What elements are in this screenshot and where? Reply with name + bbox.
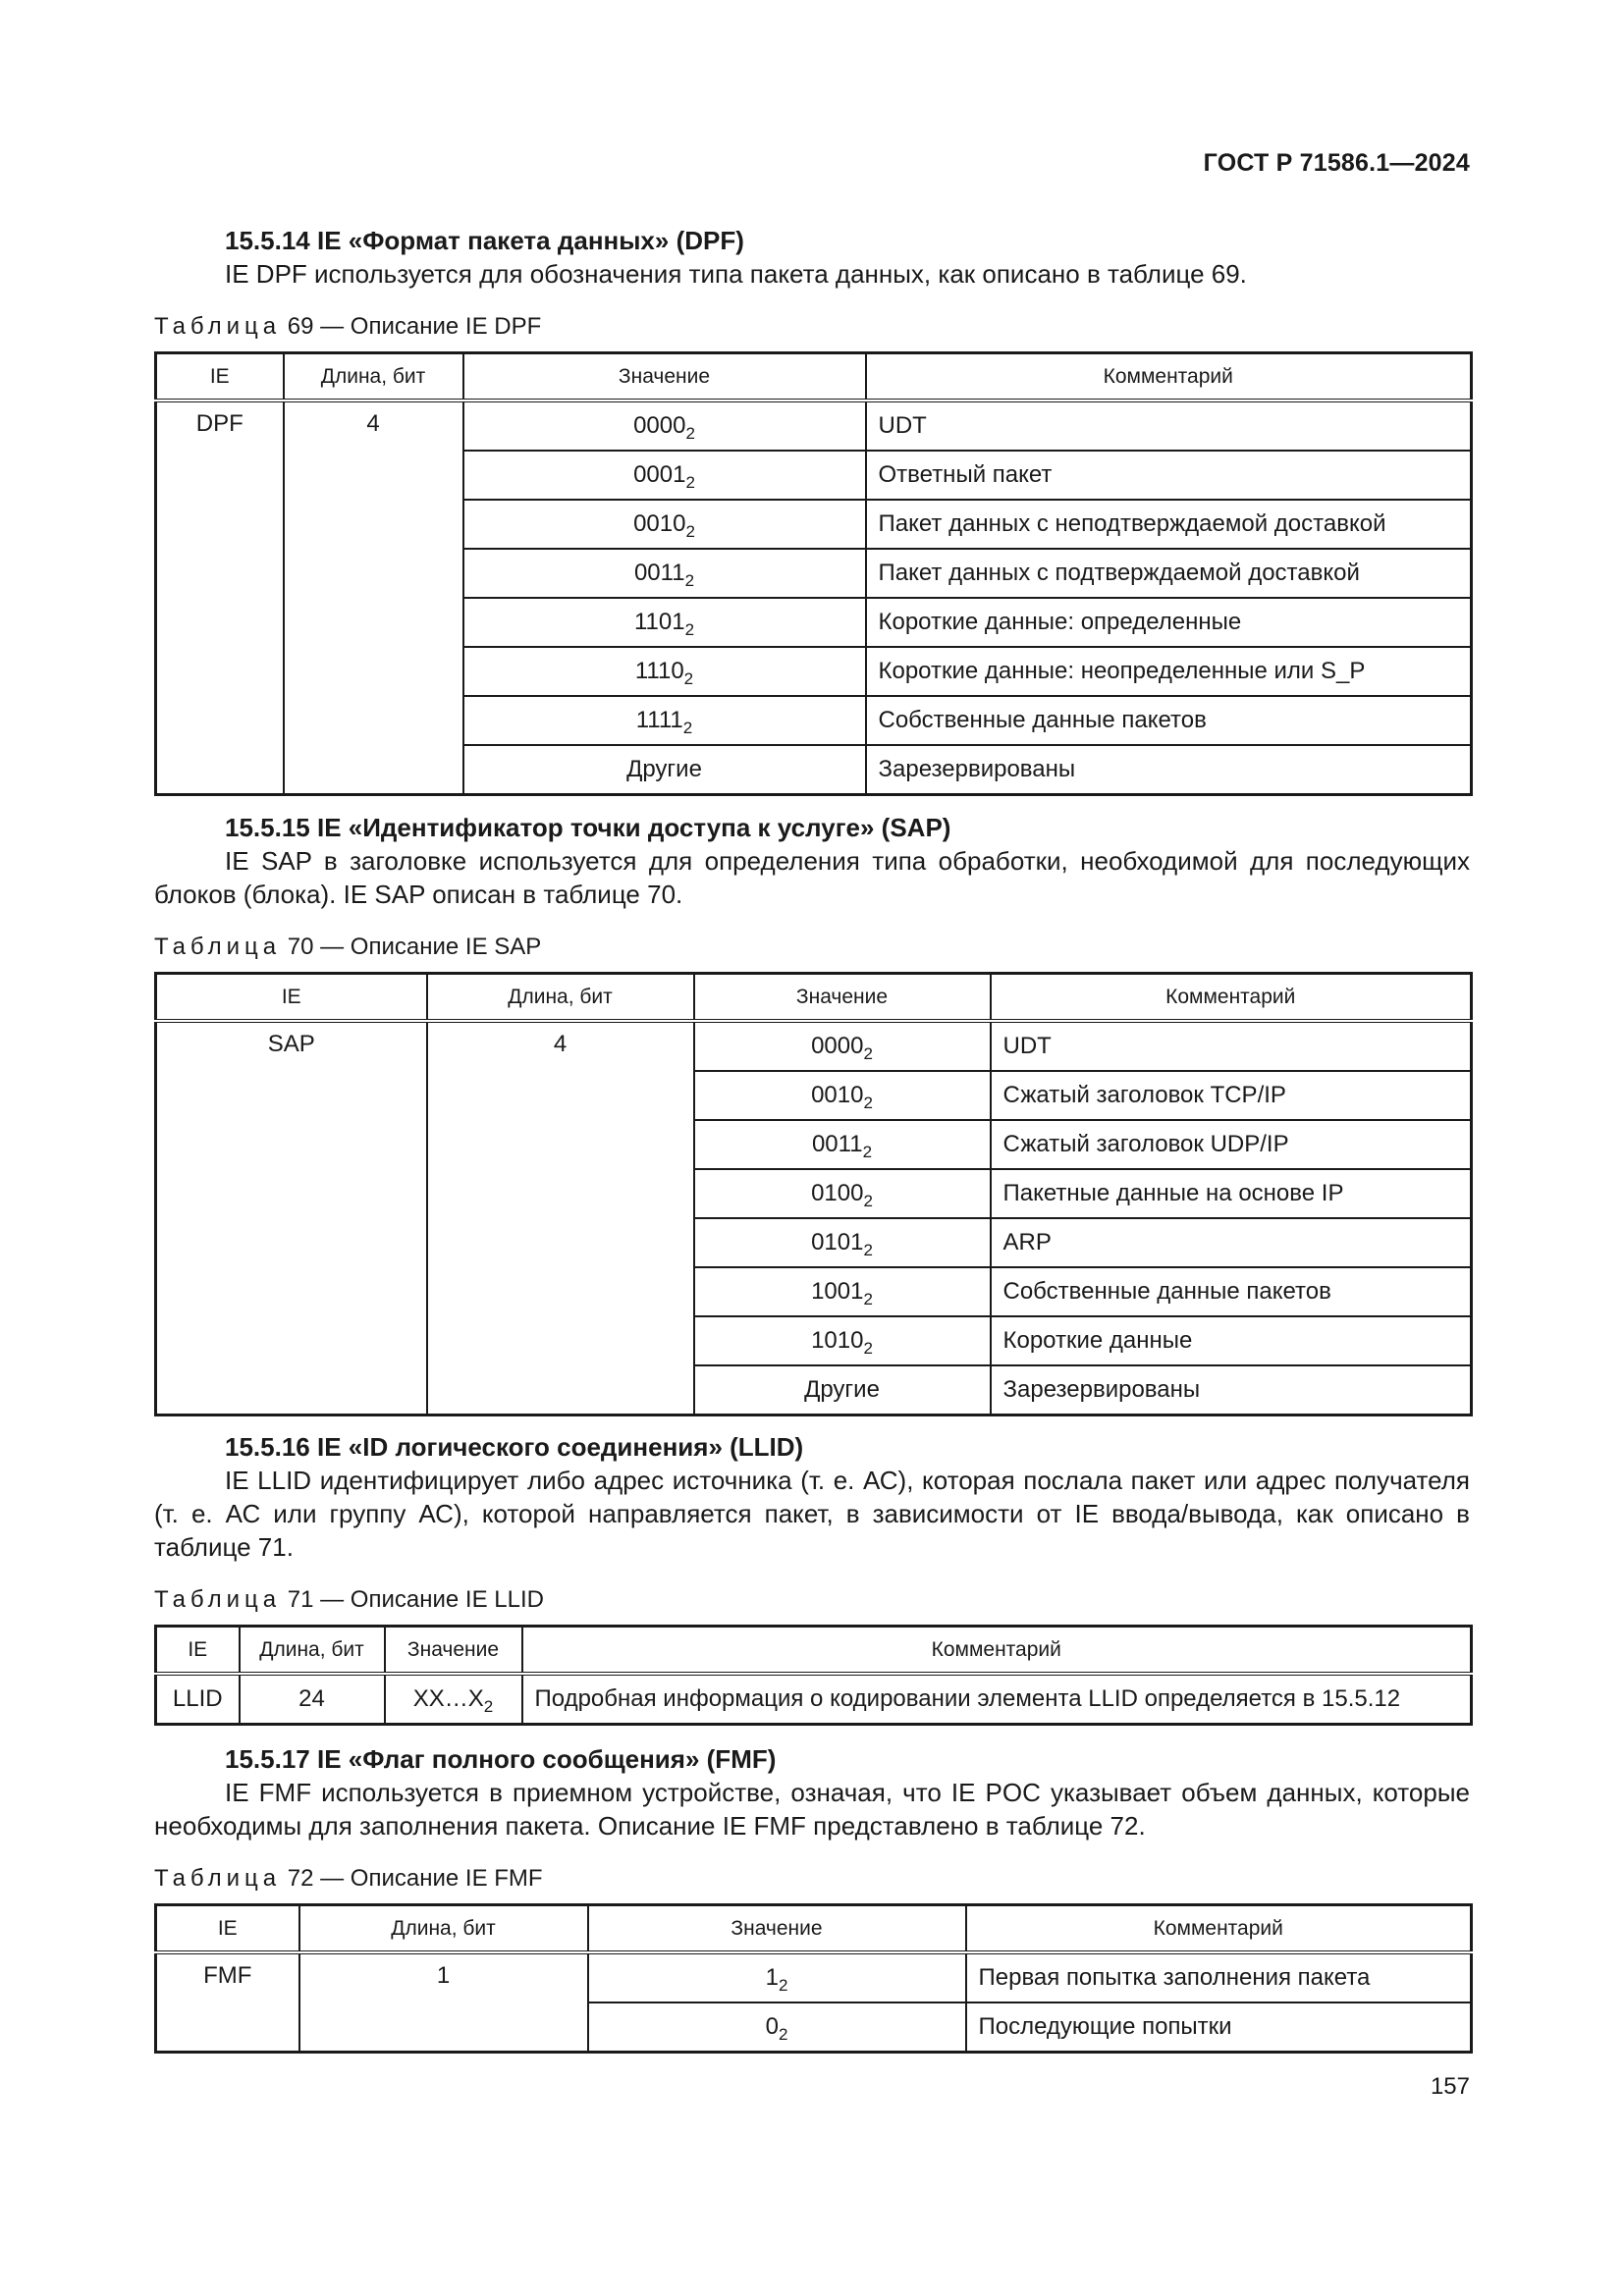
cell-comment: Подробная информация о кодировании элемента LLID определяется в 15.5.12 [522, 1674, 1472, 1725]
value-base: 0101 [811, 1229, 864, 1255]
cell-comment: Зарезервированы [866, 745, 1472, 795]
value-subscript: 2 [863, 1339, 873, 1358]
table-header-row [156, 353, 1472, 401]
cell-ie: LLID [156, 1674, 240, 1725]
table-caption-text: 70 — Описание IE SAP [281, 934, 542, 960]
page-number: 157 [1430, 2073, 1470, 2100]
value-base: 0001 [633, 461, 686, 488]
value-base: 0000 [811, 1033, 864, 1059]
cell-value [694, 1169, 991, 1218]
section-dpf [154, 224, 1470, 796]
column-header: Значение [588, 1905, 966, 1953]
cell-value [463, 647, 866, 696]
table-69 [154, 351, 1473, 796]
value-subscript: 2 [682, 719, 693, 737]
column-header: Комментарий [991, 974, 1472, 1022]
value-base: 0011 [633, 560, 685, 586]
cell-value [588, 2002, 966, 2053]
cell-comment: Собственные данные пакетов [866, 696, 1472, 745]
value-subscript: 2 [863, 1044, 873, 1063]
cell-comment: Короткие данные: определенные [866, 598, 1472, 647]
table-70 [154, 972, 1473, 1416]
table-body [156, 1952, 1472, 2053]
table-body [156, 400, 1472, 795]
cell-comment: Пакет данных с подтверждаемой доставкой [866, 549, 1472, 598]
table-72 [154, 1903, 1473, 2054]
value-base: 1111 [635, 707, 683, 733]
value-subscript: 2 [863, 1290, 873, 1308]
cell-value [463, 745, 866, 795]
cell-comment: Последующие попытки [966, 2002, 1472, 2053]
value-subscript: 2 [863, 1241, 873, 1259]
cell-ie: FMF [156, 1952, 299, 2053]
table-caption-label: Таблица [154, 313, 282, 340]
section-title: 15.5.15 IE «Идентификатор точки доступа к услуге» (SAP) [225, 813, 951, 842]
section-text: IE SAP в заголовке используется для определения типа обработки, необходимой для последующих блоков (блока). IE SAP описан в таблице 70. [154, 846, 1470, 909]
cell-comment: UDT [991, 1021, 1472, 1071]
cell-comment: ARP [991, 1218, 1472, 1267]
document-id-header: ГОСТ Р 71586.1—2024 [1203, 149, 1470, 177]
value-subscript: 2 [863, 1094, 873, 1112]
cell-comment: Зарезервированы [991, 1365, 1472, 1415]
value-base: 0010 [633, 510, 686, 537]
cell-comment: Первая попытка заполнения пакета [966, 1952, 1472, 2002]
cell-value [694, 1316, 991, 1365]
cell-comment: Собственные данные пакетов [991, 1267, 1472, 1316]
column-header: Длина, бит [240, 1627, 385, 1675]
cell-comment: Сжатый заголовок TCP/IP [991, 1071, 1472, 1120]
value-subscript: 2 [778, 1976, 788, 1995]
value-base: 1110 [634, 658, 684, 684]
table-header-row [156, 974, 1472, 1022]
cell-comment: Пакетные данные на основе IP [991, 1169, 1472, 1218]
column-header: Длина, бит [427, 974, 694, 1022]
table-caption-text: 71 — Описание IE LLID [281, 1586, 544, 1613]
cell-value [694, 1267, 991, 1316]
section-llid [154, 1430, 1470, 1726]
column-header: Значение [385, 1627, 522, 1675]
cell-value [694, 1365, 991, 1415]
column-header: IE [156, 353, 284, 401]
cell-value [694, 1021, 991, 1071]
cell-value [463, 500, 866, 549]
table-caption [154, 1585, 1470, 1615]
section-text: IE LLID идентифицирует либо адрес источника (т. е. АС), которая послала пакет или адрес получателя (т. е. АС или группу АС), которой направляется пакет, в зависимости от IE ввода/вывода, как описано в таблице 71. [154, 1466, 1470, 1562]
section-sap [154, 811, 1470, 1416]
column-header: Значение [694, 974, 991, 1022]
table-caption-text: 72 — Описание IE FMF [281, 1865, 543, 1892]
cell-value [463, 696, 866, 745]
column-header: Комментарий [966, 1905, 1472, 1953]
cell-value [588, 1952, 966, 2002]
value-base: 0010 [811, 1082, 864, 1108]
cell-comment: Ответный пакет [866, 451, 1472, 500]
section-fmf [154, 1742, 1470, 2054]
cell-comment: Сжатый заголовок UDP/IP [991, 1120, 1472, 1169]
column-header: IE [156, 1905, 299, 1953]
table-row [156, 1021, 1472, 1071]
section-title: 15.5.17 IE «Флаг полного сообщения» (FMF) [225, 1744, 777, 1774]
table-header-row [156, 1627, 1472, 1675]
column-header: IE [156, 974, 427, 1022]
column-header: Комментарий [522, 1627, 1472, 1675]
value-subscript: 2 [863, 1192, 873, 1210]
cell-length: 24 [240, 1674, 385, 1725]
cell-comment: Короткие данные: неопределенные или S_P [866, 647, 1472, 696]
cell-value [463, 400, 866, 451]
value-base: 0011 [811, 1131, 863, 1157]
cell-value [694, 1071, 991, 1120]
table-caption-label: Таблица [154, 1865, 282, 1892]
value-base: 1001 [811, 1278, 864, 1305]
table-row [156, 400, 1472, 451]
cell-length: 1 [299, 1952, 588, 2053]
value-base: 1101 [633, 609, 685, 635]
value-base: Другие [626, 756, 702, 782]
value-subscript: 2 [685, 522, 695, 541]
table-caption-label: Таблица [154, 1586, 282, 1613]
value-subscript: 2 [483, 1697, 494, 1716]
cell-value [463, 598, 866, 647]
cell-value [385, 1674, 522, 1725]
value-subscript: 2 [778, 2025, 788, 2044]
table-caption [154, 1864, 1470, 1894]
cell-length: 4 [284, 400, 463, 795]
value-base: 1 [765, 1964, 779, 1991]
column-header: Комментарий [866, 353, 1472, 401]
cell-value [463, 451, 866, 500]
value-base: 0 [765, 2013, 779, 2040]
value-base: 0000 [633, 412, 686, 439]
table-caption-label: Таблица [154, 934, 282, 960]
column-header: IE [156, 1627, 240, 1675]
table-row [156, 1674, 1472, 1725]
section-title: 15.5.16 IE «ID логического соединения» (LLID) [225, 1432, 804, 1462]
value-subscript: 2 [684, 620, 695, 639]
value-subscript: 2 [684, 571, 695, 590]
cell-ie: SAP [156, 1021, 427, 1415]
cell-comment: Пакет данных с неподтверждаемой доставкой [866, 500, 1472, 549]
table-caption-text: 69 — Описание IE DPF [281, 313, 542, 340]
section-title: 15.5.14 IE «Формат пакета данных» (DPF) [225, 226, 744, 255]
value-base: XX…X [412, 1685, 484, 1712]
cell-value [694, 1218, 991, 1267]
table-row [156, 1952, 1472, 2002]
value-subscript: 2 [683, 669, 694, 688]
table-caption [154, 312, 1470, 342]
column-header: Длина, бит [284, 353, 463, 401]
cell-comment: Короткие данные [991, 1316, 1472, 1365]
table-header-row [156, 1905, 1472, 1953]
column-header: Значение [463, 353, 866, 401]
value-base: Другие [804, 1376, 880, 1403]
cell-ie: DPF [156, 400, 284, 795]
table-caption [154, 933, 1470, 962]
cell-comment: UDT [866, 400, 1472, 451]
value-subscript: 2 [685, 473, 695, 492]
value-base: 1010 [811, 1327, 864, 1354]
cell-value [694, 1120, 991, 1169]
value-base: 0100 [811, 1180, 864, 1206]
section-text: IE DPF используется для обозначения типа пакета данных, как описано в таблице 69. [225, 259, 1247, 289]
table-71 [154, 1625, 1473, 1726]
column-header: Длина, бит [299, 1905, 588, 1953]
section-text: IE FMF используется в приемном устройстве, означая, что IE POC указывает объем данных, которые необходимы для заполнения пакета. Описание IE FMF представлено в таблице 72. [154, 1778, 1470, 1841]
value-subscript: 2 [862, 1143, 873, 1161]
cell-value [463, 549, 866, 598]
cell-length: 4 [427, 1021, 694, 1415]
table-body [156, 1021, 1472, 1415]
value-subscript: 2 [685, 424, 695, 443]
